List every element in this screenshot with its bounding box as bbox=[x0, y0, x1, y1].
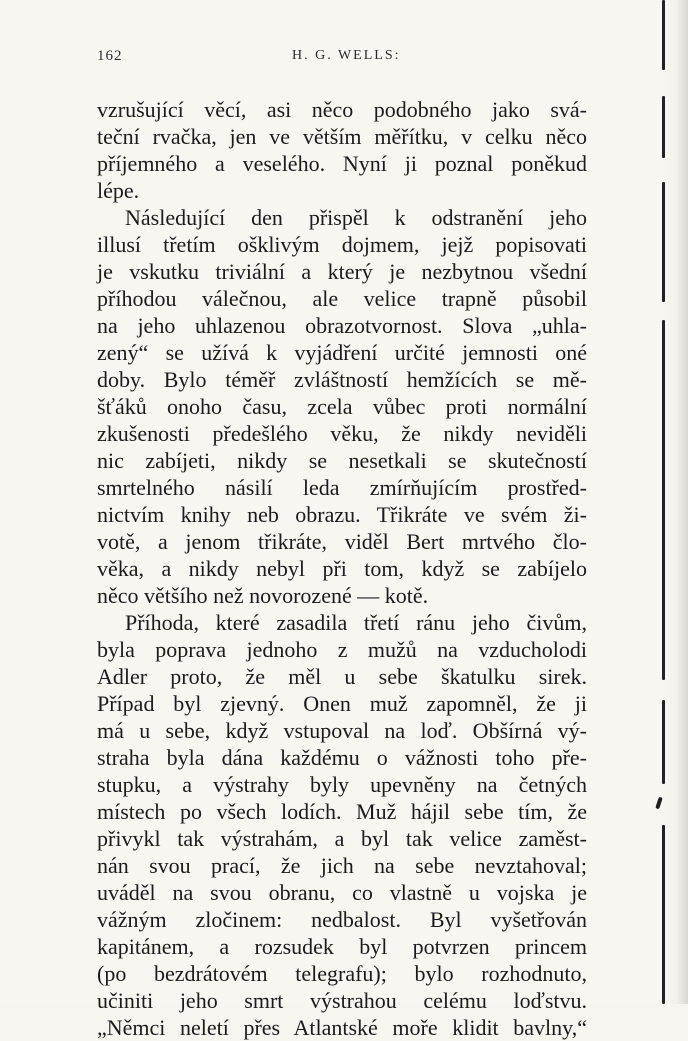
text-line: nictvím knihy neb obrazu. Třikráte ve svém ži- bbox=[97, 502, 587, 527]
running-head: H. G. WELLS: bbox=[292, 48, 401, 63]
text-line-spaced-name: Adler proto, že měl u sebe škatulku sirek. bbox=[97, 664, 587, 689]
text-line: něco většího než novorozené — kotě. bbox=[97, 583, 429, 608]
text-line: Případ byl zjevný. Onen muž zapomněl, že ji bbox=[97, 691, 587, 716]
text-line: věka, a nikdy nebyl při tom, když se zabíjelo bbox=[97, 556, 587, 581]
binding-edge-line bbox=[662, 320, 665, 680]
binding-edge-line bbox=[662, 182, 665, 302]
text-line: učiniti jeho smrt výstrahou celému loďstvu. bbox=[97, 988, 587, 1013]
text-line: příhodou válečnou, ale velice trapně působil bbox=[97, 286, 587, 311]
paragraph-first-line: Následující den přispěl k odstranění jeho bbox=[125, 205, 587, 230]
text-line: zkušenosti předešlého věku, že nikdy neviděli bbox=[97, 421, 587, 446]
body-text bbox=[97, 96, 587, 1041]
text-line: „Němci neletí přes Atlantské moře klidit bavlny,“ bbox=[97, 1015, 587, 1040]
paragraph-first-line: Příhoda, které zasadila třetí ránu jeho čivům, bbox=[125, 610, 587, 635]
text-line: příjemného a veselého. Nyní ji poznal poněkud bbox=[97, 151, 587, 176]
text-line: vzrušující věcí, asi něco podobného jako svá- bbox=[97, 97, 587, 122]
text-line: přivykl tak výstrahám, a byl tak velice zaměst- bbox=[97, 826, 587, 851]
text-line: illusí třetím ošklivým dojmem, jejž popisovati bbox=[97, 232, 587, 257]
text-line: doby. Bylo téměř zvláštností hemžících se mě- bbox=[97, 367, 587, 392]
text-line: šťáků onoho času, zcela vůbec proti normální bbox=[97, 394, 587, 419]
text-line: byla poprava jednoho z mužů na vzducholodi bbox=[97, 637, 587, 662]
text-line: stupku, a výstrahy byly upevněny na četných bbox=[97, 772, 587, 797]
text-line: uváděl na svou obranu, co vlastně u vojska je bbox=[97, 880, 587, 905]
text-line: nic zabíjeti, nikdy se nesetkali se skutečností bbox=[97, 448, 587, 473]
text-line: zený“ se užívá k vyjádření určité jemnosti oné bbox=[97, 340, 587, 365]
page-header bbox=[97, 48, 587, 70]
binding-edge-line bbox=[662, 700, 665, 784]
binding-edge-line bbox=[662, 0, 665, 70]
page-number: 162 bbox=[97, 48, 123, 64]
text-line: má u sebe, když vstupoval na loď. Obšírná vý- bbox=[97, 718, 587, 743]
text-line: kapitánem, a rozsudek byl potvrzen princem bbox=[97, 934, 587, 959]
text-line: vážným zločinem: nedbalost. Byl vyšetřován bbox=[97, 907, 587, 932]
text-line: straha byla dána každému o vážnosti toho pře- bbox=[97, 745, 587, 770]
binding-edge-line bbox=[662, 825, 665, 1004]
text-line: (po bezdrátovém telegrafu); bylo rozhodnuto, bbox=[97, 961, 587, 986]
scan-edge-shadow bbox=[664, 0, 688, 1004]
text-line: nán svou prací, že jich na sebe nevztahoval; bbox=[97, 853, 587, 878]
text-line: lépe. bbox=[97, 178, 140, 203]
text-line: je vskutku triviální a který je nezbytnou všední bbox=[97, 259, 587, 284]
text-line: teční rvačka, jen ve větším měřítku, v celku něco bbox=[97, 124, 587, 149]
text-line: místech po všech lodích. Muž hájil sebe tím, že bbox=[97, 799, 587, 824]
text-line: smrtelného násilí leda zmírňujícím prostřed- bbox=[97, 475, 587, 500]
ink-mark bbox=[655, 797, 663, 810]
text-line: na jeho uhlazenou obrazotvornost. Slova „uhla- bbox=[97, 313, 587, 338]
binding-edge-line bbox=[662, 96, 665, 158]
text-line: votě, a jenom třikráte, viděl Bert mrtvého člo- bbox=[97, 529, 587, 554]
